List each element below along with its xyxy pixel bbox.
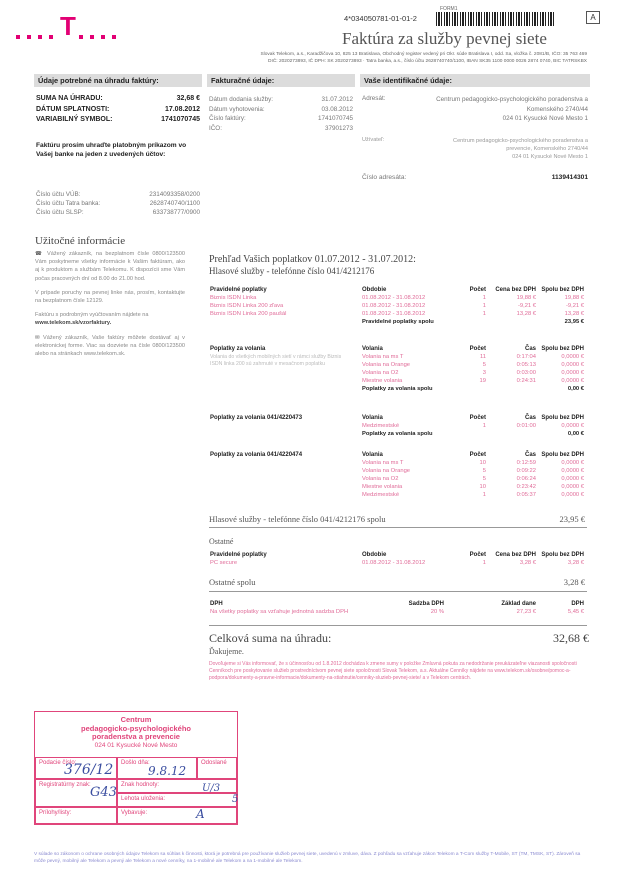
table-row: Volania na Orange 5 0:09:22 0,0000 €: [362, 468, 584, 474]
stamp-prilohy-cell: Prílohy/listy:: [35, 807, 117, 824]
stamp-dosla-cell: Došlo dňa:: [117, 757, 197, 779]
registry-stamp: Centrum pedagogicko-psychologického poradenstva a prevencie 024 01 Kysucké Nové Mesto Podacie číslo: Došlo dňa: Odoslané Registratúrny znak: Znak hodnoty: Lehota uloženia: Prílohy/listy: Vybavuje:: [34, 711, 238, 825]
table-row: Miestne volania 10 0:23:42 0,0000 €: [362, 484, 584, 490]
regular-fees-table: Pravidelné poplatky Obdobie Počet Cena bez DPH Spolu bez DPH Biznis ISDN Linka 01.08.2012 - 31.08.2012 1 19,88 € 19,88 € Biznis ISDN Linka 200 zľava 01.08.2012 - 31.08.2012 1 -9,21 € -9,21 € Biznis ISDN Linka 200 paušál 01.08.2012 - 31.08.2012 1 13,28 € 13,28 € Pravidelné poplatky spolu 23,95 €: [210, 287, 584, 325]
thanks-text: Ďakujeme.: [209, 647, 244, 656]
account-tatra: Číslo účtu Tatra banka: 2628740740/1100: [36, 200, 200, 207]
table-row: Volania na ms T 10 0:12:59 0,0000 €: [362, 460, 584, 466]
stamp-odoslane-cell: Odoslané: [197, 757, 237, 779]
grand-total-row: Celková suma na úhradu: 32,68 €: [209, 631, 589, 645]
handwritten-lehota: 5: [232, 794, 239, 805]
payment-row-due: DÁTUM SPLATNOSTI: 17.08.2012: [36, 105, 200, 113]
ident-heading: Vaše identifikačné údaje:: [360, 74, 590, 87]
stamp-hodnoty-cell: Znak hodnoty:: [117, 779, 237, 793]
vat-table: DPH Sadzba DPH Základ dane DPH Na všetky poplatky sa vzťahuje jednotná sadzba DPH 20 % 27,23 € 5,45 €: [210, 601, 584, 615]
calls-table-3: Poplatky za volania 041/4220474 Volania Počet Čas Spolu bez DPH Volania na ms T 10 0:12:59 0,0000 € Volania na Orange 5 0:09:22 0,0000 € Volania na O2 5 0:06:24 0,0000 € Miestne volania 10 0:23:42 0,0000 € Medzimestské 1 0:05:37 0,0000 €: [210, 452, 584, 498]
other-total-row: Ostatné spolu 3,28 €: [209, 577, 585, 587]
bank-accounts: [36, 190, 200, 217]
invoice-rows: [209, 95, 353, 133]
table-row: Volania na Orange 5 0:05:13 0,0000 €: [362, 362, 584, 368]
table-row: Biznis ISDN Linka 200 zľava 01.08.2012 - 31.08.2012 1 -9,21 € -9,21 €: [210, 303, 584, 309]
stamp-vybavuje-cell: Vybavuje:: [117, 807, 237, 824]
account-slsp: Číslo účtu SLSP: 633738777/0900: [36, 209, 200, 216]
line-title: Hlasové služby - telefónne číslo 041/4212176: [209, 266, 375, 276]
other-table: Pravidelné poplatky Obdobie Počet Cena bez DPH Spolu bez DPH PC secure 01.08.2012 - 31.08.2012 1 3,28 € 3,28 €: [210, 552, 584, 566]
invoice-heading: Fakturačné údaje:: [207, 74, 355, 87]
other-title: Ostatné: [209, 537, 234, 546]
table-row: Biznis ISDN Linka 01.08.2012 - 31.08.2012 1 19,88 € 19,88 €: [210, 295, 584, 301]
doc-code: FORM1: [440, 6, 458, 12]
handwritten-vybavuje: A: [196, 807, 205, 821]
barcode-number: 4*034050781-01-01-2: [344, 14, 417, 23]
table-row: Medzimestské 1 0:05:37 0,0000 €: [362, 492, 584, 498]
payment-row-amount: SUMA NA ÚHRADU: 32,68 €: [36, 95, 200, 102]
phone-icon: ☎: [35, 251, 44, 257]
page-title: Faktúra za služby pevnej siete: [342, 29, 547, 48]
box-letter: A: [586, 11, 600, 24]
table-row: Miestne volania 19 0:24:31 0,0000 €: [362, 378, 584, 384]
payment-rows: [36, 94, 200, 126]
stamp-reg-cell: Registratúrny znak:: [35, 779, 117, 807]
user-block: Centrum pedagogicko-psychologického poradenstva a prevencie, Komenského 2740/44 024 01 Kysucké Nové Mesto 1: [453, 138, 588, 160]
stamp-lehota-cell: Lehota uloženia:: [117, 793, 237, 807]
invoice-row-issued: Dátum vyhotovenia: 03.08.2012: [209, 105, 353, 113]
handwritten-podacie: 376/12: [64, 762, 114, 778]
table-row: Volania na O2 5 0:06:24 0,0000 €: [362, 476, 584, 482]
table-row: Na všetky poplatky sa vzťahuje jednotná sadzba DPH 20 % 27,23 € 5,45 €: [210, 609, 584, 615]
line-total-row: Hlasové služby - telefónne číslo 041/4212176 spolu 23,95 €: [209, 514, 585, 524]
handwritten-hodnoty: U/3: [202, 783, 221, 794]
useful-info-heading: Užitočné informácie: [35, 235, 126, 247]
handwritten-dosla: 9.8.12: [148, 764, 187, 778]
table-row: Medzimestské 1 0:01:00 0,0000 €: [362, 423, 584, 429]
company-line-2: DIČ: 2020273893, IČ DPH: SK 2020273893 · Tatra banka, a.s., číslo účtu 2628740740/1100, IBAN SK35 1100 0000 0026 2874 0740, BIC TATRSKBX: [268, 59, 587, 64]
envelope-icon: ✉: [35, 334, 40, 341]
payment-row-vs: VARIABILNÝ SYMBOL: 1741070745: [36, 116, 200, 123]
invoice-row-delivery: Dátum dodania služby: 31.07.2012: [209, 96, 353, 103]
address-label: Adresát:: [362, 95, 386, 102]
barcode: [436, 12, 554, 26]
invoice-row-ico: IČO: 37901273: [209, 124, 353, 132]
calls-table-1: Poplatky za volania Volania Počet Čas Spolu bez DPH Volania do všetkých mobilných sietí v rámci služby Biznis ISDN linka 200 sú zahrnuté v mesačnom poplatku Volania na ms T 11 0:17:04 0,0000 € Volania na Orange 5 0:05:13 0,0000 € Volania na O2 3 0:03:00 0,0000 € Miestne volania 19 0:24:31 0,0000 € Poplatky za volania spolu 0,00 €: [210, 346, 584, 392]
calls-table-2: Poplatky za volania 041/4220473 Volania Počet Čas Spolu bez DPH Medzimestské 1 0:01:00 0,0000 € Poplatky za volania spolu 0,00 €: [210, 415, 584, 437]
addressee-number-row: Číslo adresáta: 1139414301: [362, 174, 588, 181]
payment-note: Faktúru prosím uhraďte platobným príkazom vo Vašej banke na jeden z uvedených účtov:: [36, 142, 187, 158]
table-row: Biznis ISDN Linka 200 paušál 01.08.2012 - 31.08.2012 1 13,28 € 13,28 €: [210, 311, 584, 317]
handwritten-reg: G43: [90, 785, 117, 800]
stamp-podacie-cell: Podacie číslo:: [35, 757, 117, 779]
table-row: Volania na O2 3 0:03:00 0,0000 €: [362, 370, 584, 376]
footer-text: V súlade so zákonom o ochrane osobných údajov Telekom sa súhlas k činnosti, ktorá je potrebná pre používanie služieb pevnej siete, uvedenú v zmluve, dáva. Z pohľadu sa vzťahuje zákon Telekom a T-Com služby T-Mobile, ST (TM, TMSK, ST). Zároveň sa môže pevný, mobilný ale Telekom a pevný ale Telekom a nové cenníky, na 1-mobilné ale Telekom a na 1-mobilné ale Telekom.: [34, 852, 581, 864]
overview-title: Prehľad Vašich poplatkov 01.07.2012 - 31.07.2012:: [209, 254, 416, 265]
vzorfaktury-link[interactable]: www.telekom.sk/vzorfaktury.: [35, 320, 112, 327]
notice-text: Dovoľujeme si Vás informovať, že s účinnosťou od 1.8.2012 dochádza k zmene sumy v položke Zmluvná pokuta za nedodržanie preukázateľne viazanosti spoločnosti Cenníkoch pre poskytovanie služieb prostredníctvom pevnej siete spoločnosti Slovak Telekom, a.s. Aktuálne Cenníky nájdete na www.telekom.sk/osobne/pomoc-a-podpora/dokumenty-a-pravne-informacie/dokumenty-na-stiahnutie/cenniky-sluzieb-pevnej-siete/ a v Telekom centrách.: [209, 661, 577, 682]
account-vub: Číslo účtu VÚB: 2314093358/0200: [36, 191, 200, 198]
useful-info-text: ☎ Vážený zákazník, na bezplatnom čísle 0800/123500 Vám poskytneme všetky informácie k Vašim faktúram, ako aj k produktom a službám Telekomu. K dispozícii sme Vám počas pracovných dní od 8.00 do 21.00 hod. V prípade poruchy na pevnej linke nás, prosím, kontaktujte na bezplatnom čísle 12129. Faktúru s podrobným vyúčtovaním nájdete na www.telekom.sk/vzorfaktury. ✉ Vážený zákazník, Vaše faktúry môžete dostávať aj v elektronickej forme. Viac sa dozviete na čísle 0800/123500 alebo na stránkach www.telekom.sk.: [35, 251, 186, 358]
address-block: Centrum pedagogicko-psychologického poradenstva a Komenského 2740/44 024 01 Kysucké Nové Mesto 1: [436, 96, 588, 122]
table-row: PC secure 01.08.2012 - 31.08.2012 1 3,28 € 3,28 €: [210, 560, 584, 566]
company-line-1: Slovak Telekom, a.s., Karadžičova 10, 825 13 Bratislava, Obchodný register vedený pri Okr. súde Bratislava I, odd. Sa, vložka č. 2081/B, IČO: 35 763 469: [260, 52, 587, 57]
table-row: Volania do všetkých mobilných sietí v rámci služby Biznis ISDN linka 200 sú zahrnuté v mesačnom poplatku Volania na ms T 11 0:17:04 0,0000 €: [210, 354, 584, 367]
user-label: Užívateľ:: [362, 137, 385, 143]
payment-heading: Údaje potrebné na úhradu faktúry:: [34, 74, 202, 87]
invoice-row-number: Číslo faktúry: 1741070745: [209, 115, 353, 122]
